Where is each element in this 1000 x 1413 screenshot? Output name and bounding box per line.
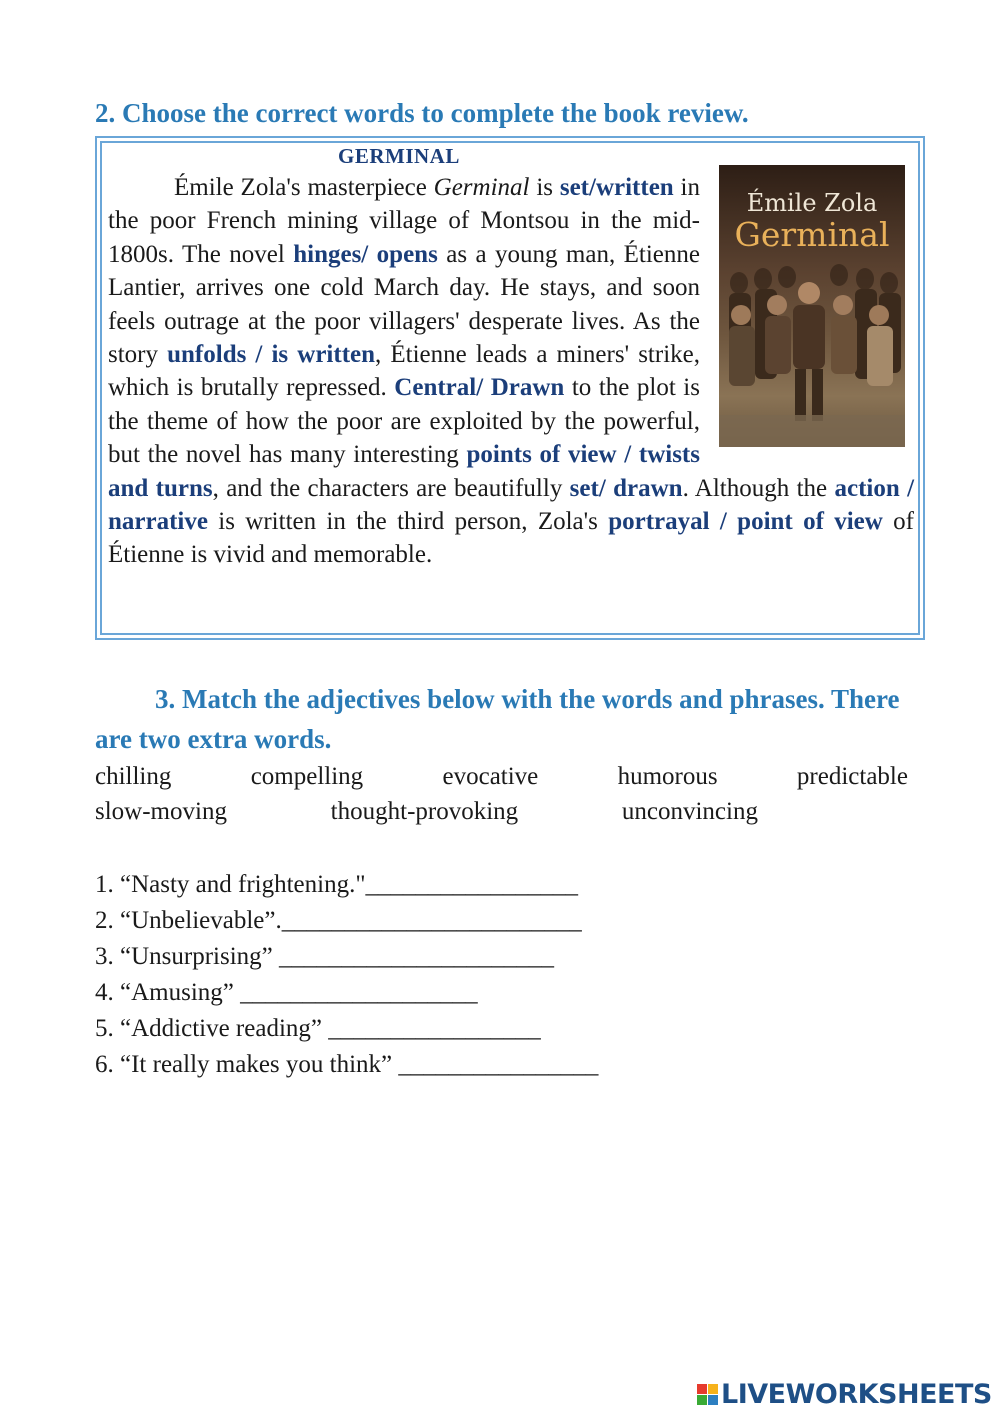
matching-item-1[interactable]: 1. “Nasty and frightening."_________________ xyxy=(95,871,579,898)
word-bank-item: thought-provoking xyxy=(330,798,519,825)
word-bank-item: unconvincing xyxy=(621,798,758,825)
liveworksheets-logo-icon xyxy=(697,1384,718,1405)
review-text: , Étienne leads a miners' strike, which is brutally repressed. xyxy=(108,341,700,402)
matching-items-list xyxy=(95,867,598,1083)
book-cover-author: Émile Zola xyxy=(746,189,878,217)
review-text: in the poor French mining village of Montsou in the mid-1800s. The novel xyxy=(108,174,700,268)
review-text: is xyxy=(529,174,560,201)
liveworksheets-logo xyxy=(697,1377,992,1411)
review-text: . Although the xyxy=(682,474,835,502)
review-text: is written in the third person, Zola's xyxy=(207,508,609,536)
review-text: to the plot is the theme of how the poor are exploited by the powerful, but the novel has many interesting xyxy=(108,374,700,469)
word-choice-3[interactable]: unfolds / is written xyxy=(167,341,376,369)
word-bank-item: compelling xyxy=(250,763,364,790)
word-choice-1[interactable]: set/written xyxy=(559,174,674,201)
word-bank-item: humorous xyxy=(617,763,718,790)
liveworksheets-logo-text: LIVEWORKSHEETS xyxy=(721,1378,992,1410)
word-bank-item: evocative xyxy=(442,763,539,790)
matching-item-6[interactable]: 6. “It really makes you think” ________________ xyxy=(95,1051,599,1078)
word-choice-4[interactable]: Central/ Drawn xyxy=(394,374,565,402)
word-choice-8[interactable]: portrayal / point of view xyxy=(608,508,883,536)
word-bank-item: chilling xyxy=(95,763,172,790)
matching-item-4[interactable]: 4. “Amusing” ___________________ xyxy=(95,979,478,1006)
matching-item-3[interactable]: 3. “Unsurprising” ______________________ xyxy=(95,943,554,970)
word-bank-item: slow-moving xyxy=(95,798,227,825)
word-choice-7[interactable]: action / narrative xyxy=(108,474,915,536)
matching-item-5[interactable]: 5. “Addictive reading” _________________ xyxy=(95,1015,541,1042)
review-text: Émile Zola's masterpiece xyxy=(174,174,434,201)
word-choice-5[interactable]: points of view / twists and turns xyxy=(108,441,700,502)
book-cover-title: Germinal xyxy=(734,215,890,254)
word-bank-item: predictable xyxy=(796,763,908,790)
review-text: , and the characters are beautifully xyxy=(212,474,570,502)
exercise-2-heading: 2. Choose the correct words to complete the book review. xyxy=(95,98,749,128)
review-paragraph xyxy=(108,171,914,572)
review-title: GERMINAL xyxy=(338,144,460,168)
cover-spacer xyxy=(700,171,914,467)
word-choice-2[interactable]: hinges/ opens xyxy=(293,240,438,268)
review-text: as a young man, Étienne Lantier, arrives one cold March day. He stays, and soon feels outrage at the poor villagers' desperate lives. As the story xyxy=(108,240,700,369)
word-choice-6[interactable]: set/ drawn xyxy=(569,474,683,502)
word-bank-row-2 xyxy=(95,795,758,829)
word-bank-row-1 xyxy=(95,760,908,794)
review-text: of Étienne is vivid and memorable. xyxy=(108,508,914,569)
exercise-3-heading: 3. Match the adjectives below with the words and phrases. There are two extra words. xyxy=(95,684,900,754)
review-book-title: Germinal xyxy=(433,174,530,201)
matching-item-2[interactable]: 2. “Unbelievable”.________________________ xyxy=(95,907,582,934)
